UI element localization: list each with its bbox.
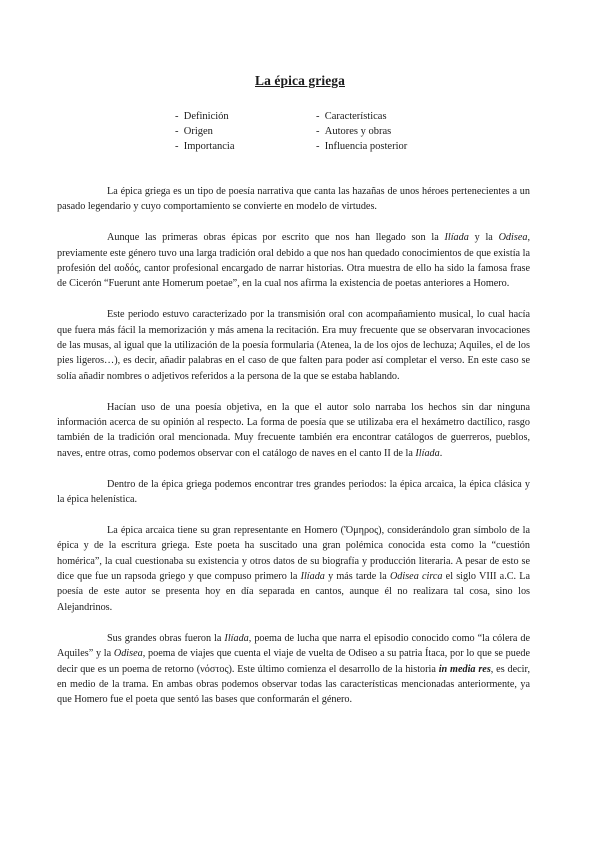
index-column-left [175, 109, 234, 154]
paragraph-homer: La épica arcaica tiene su gran representante en Homero (Ὅμηρος), considerándolo gran símbolo de la épica y de la escritura griega. Este poeta ha suscitado una gran polémica conocida esta como la “cuestión homérica”, la cual cuestionaba su existencia y otros datos de su biografía y producción literaria. A pesar de esto se dice que fue un rapsoda griego y que compuso primero la Ilíada y más tarde la Odisea circa el siglo VIII a.C. La poesía de este autor se presenta hoy en día separada en cantos, aunque él no realizara tal cosa, sino los Alejandrinos. [57, 524, 530, 613]
page-title: La épica griega [255, 73, 345, 88]
paragraph-oral-tradition: Este periodo estuvo caracterizado por la transmisión oral con acompañamiento musical, lo cual hacía que fuera más fácil la memorización y más amena la recitación. Era muy frecuente que se observaran invocaciones de las musas, al igual que la utilización de la poesía formularia (Atenea, la de los ojos de lechuza; Aquiles, el de los pies ligeros…), es decir, añadir palabras en el caso de que falten para poder así completar el verso. En este caso se solía añadir nombres o adjetivos referidos a la persona de la que se estaba hablando. [57, 309, 530, 382]
index-item: - Autores y obras [316, 124, 407, 139]
title-odisea: Odisea [498, 232, 528, 244]
index-item: - Características [316, 109, 407, 124]
title-iliada: Ilíada [444, 232, 469, 244]
index-item: - Importancia [175, 139, 234, 154]
paragraph-periods: Dentro de la épica griega podemos encontrar tres grandes periodos: la épica arcaica, la épica clásica y la épica helenística. [57, 478, 530, 506]
title-odisea-circa: Odisea circa [389, 571, 443, 583]
index-item: - Origen [175, 124, 234, 139]
paragraph-origin: Aunque las primeras obras épicas por escrito que nos han llegado son la Ilíada y la Odisea, previamente este género tuvo una larga tradición oral debido a que nos han quedado conocimientos de que existía la profesión del αοδός, cantor profesional encargado de narrar historias. Otra muestra de ello ha sido la famosa frase de Cicerón “Fuerunt ante Homerum poetae”, en la cual nos afirma la existencia de poetas anteriores a Homero. [57, 232, 530, 290]
title-iliada: Ilíada [224, 632, 249, 644]
title-iliada: Ilíada [300, 571, 325, 583]
body-text [57, 184, 530, 708]
paragraph-objective-poetry: Hacían uso de una poesía objetiva, en la que el autor solo narraba los hechos sin dar ninguna información acerca de su opinión al respecto. La forma de poesía que se utilizaba era el hexámetro dactílico, rasgo también de la tradición oral mencionada. Muy frecuente también era encontrar catálogos de guerreros, pueblos, naves, entre otras, como podemos observar con el catálogo de naves en el canto II de la Ilíada. [57, 401, 530, 459]
paragraph-definition: La épica griega es un tipo de poesía narrativa que canta las hazañas de unos héroes pertenecientes a un pasado legendario y cuyo comportamiento se convierte en modelo de virtudes. [57, 186, 530, 213]
title-odisea: Odisea [113, 648, 143, 660]
index-column-right [316, 109, 407, 154]
index-item: - Definición [175, 109, 234, 124]
index-item: - Influencia posterior [316, 139, 407, 154]
phrase-in-media-res: in media res [438, 663, 491, 675]
paragraph-works: Sus grandes obras fueron la Ilíada, poema de lucha que narra el episodio conocido como “la cólera de Aquiles” y la Odisea, poema de viajes que cuenta el viaje de vuelta de Odiseo a su patria Ítaca, por lo que se puede decir que es un poema de retorno (νόστος). Este último comienza el desarrollo de la historia in media res, es decir, en medio de la trama. En ambas obras podemos observar todas las características mencionadas anteriormente, ya que Homero fue el poeta que sentó las bases que conformarán el género. [57, 632, 530, 706]
title-iliada: Ilíada [415, 447, 440, 459]
